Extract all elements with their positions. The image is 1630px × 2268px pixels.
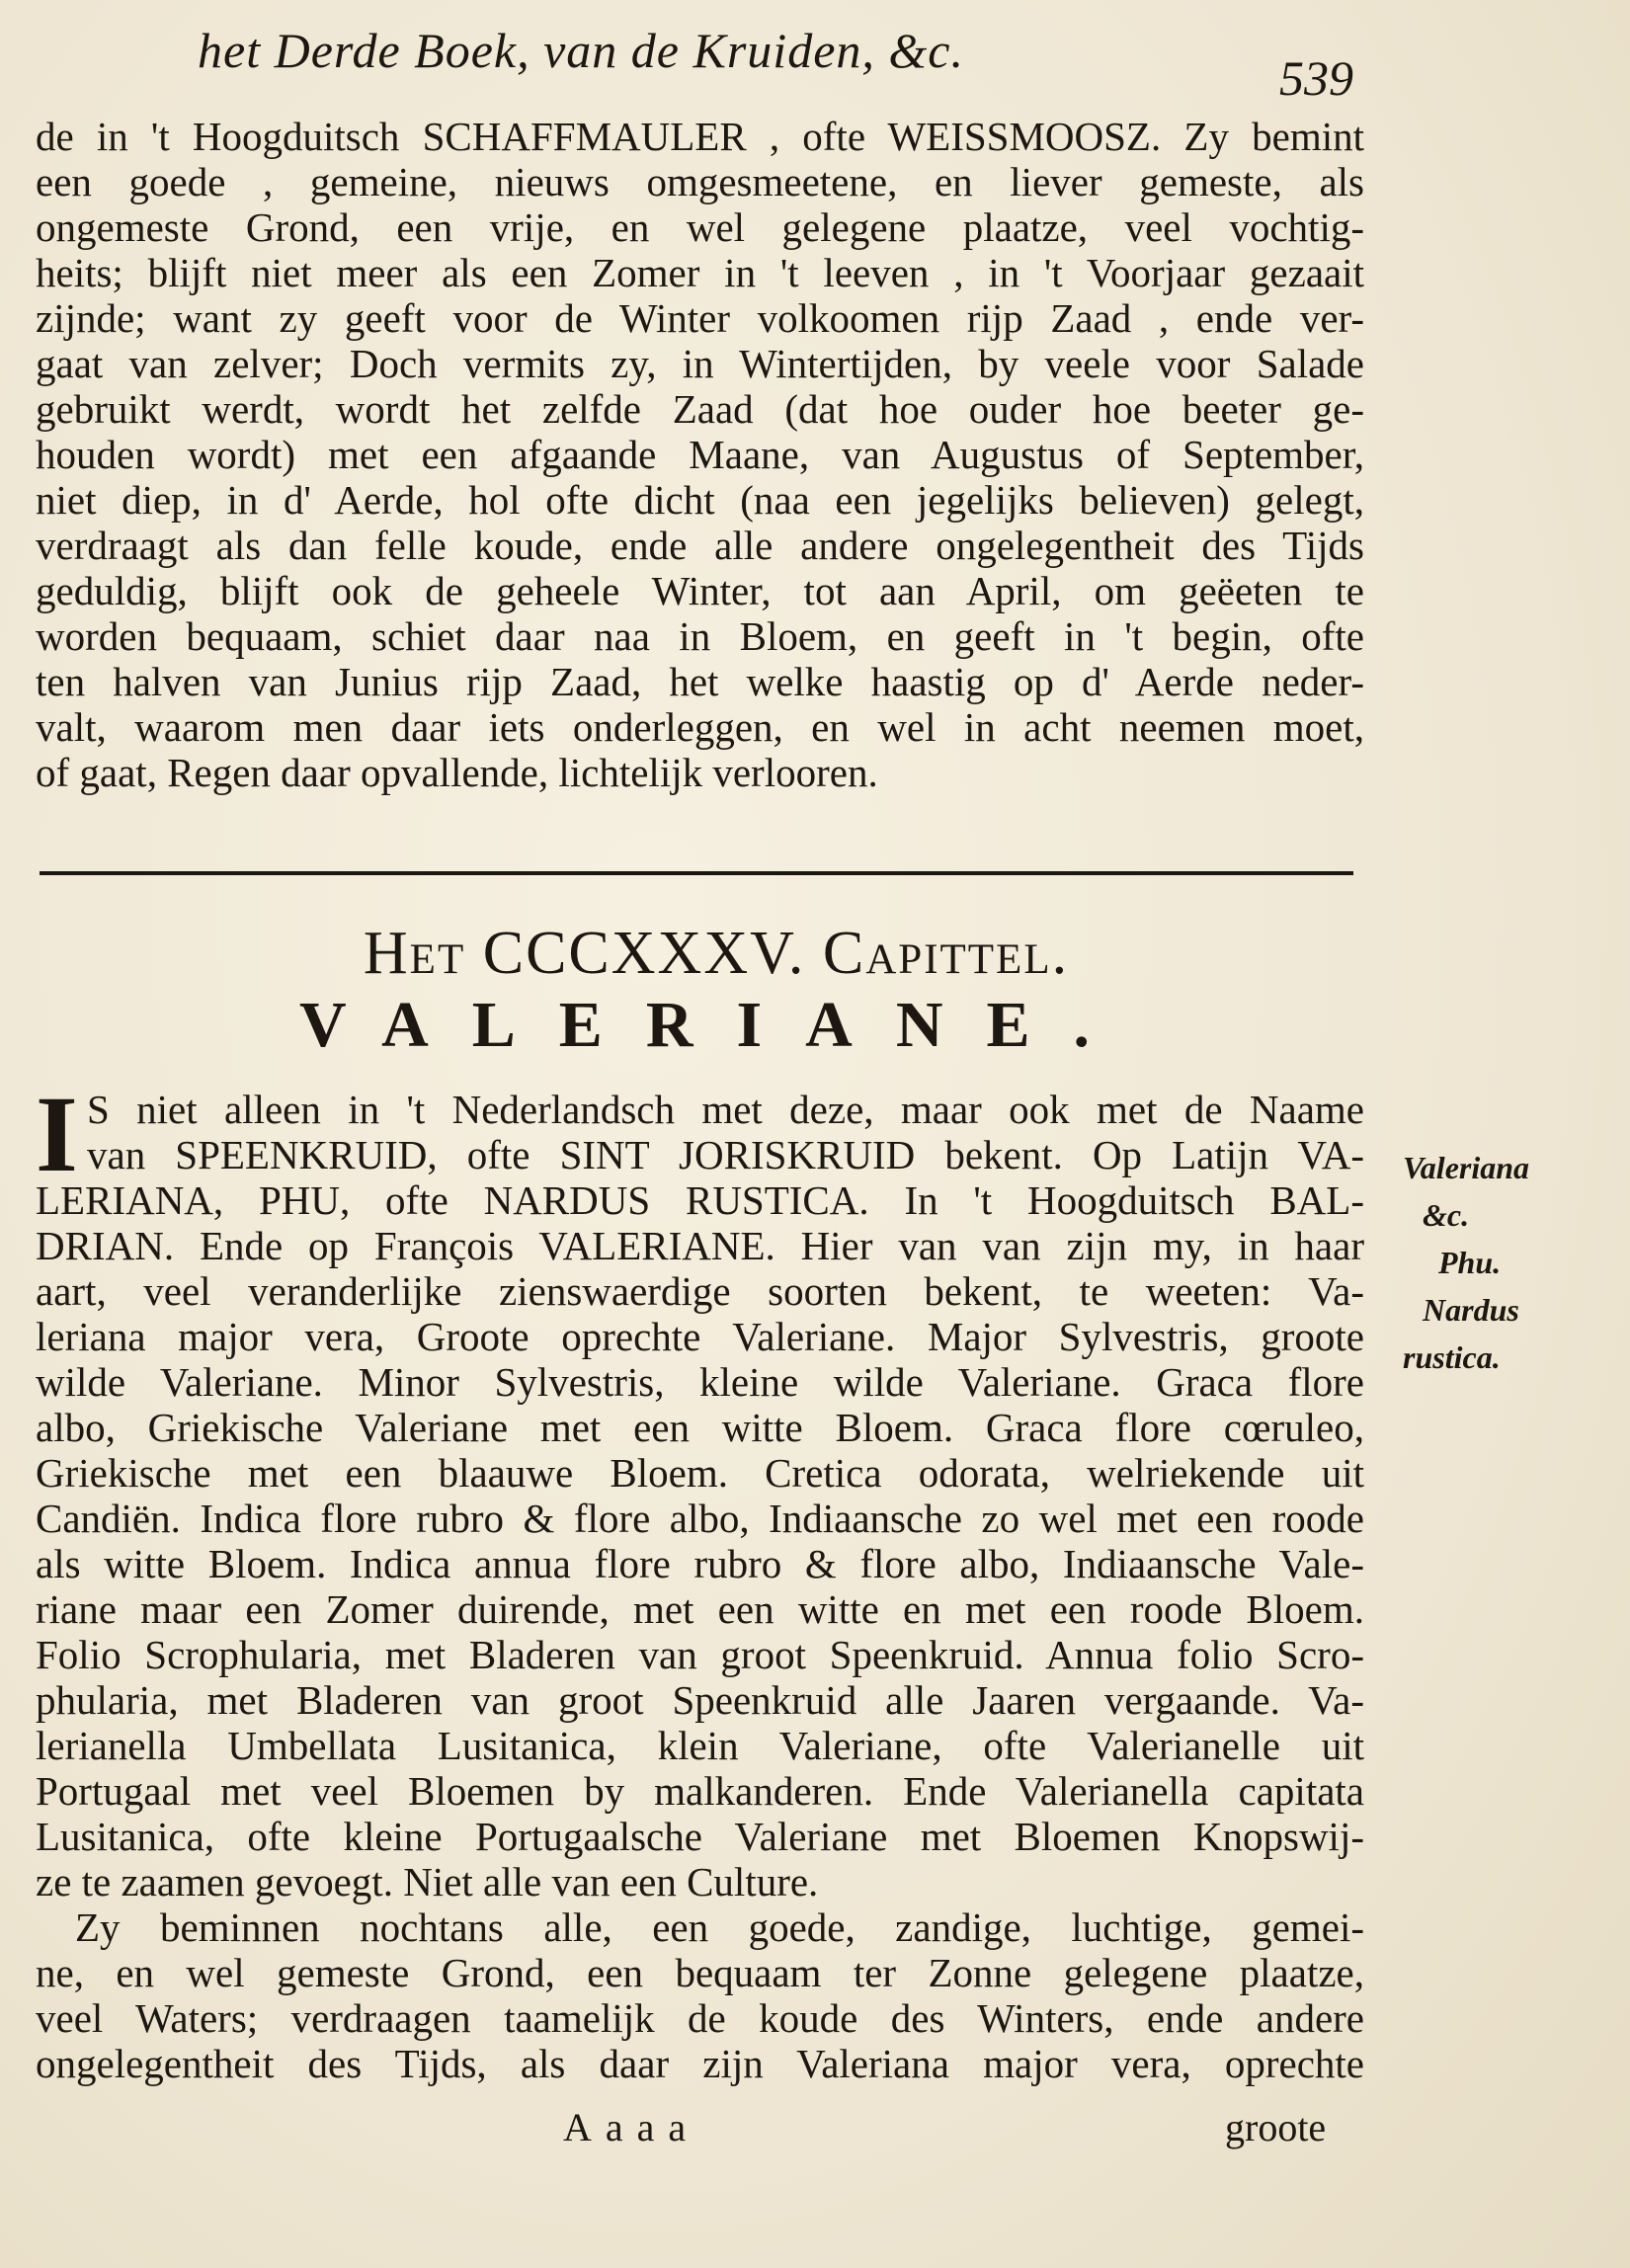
text-line: Candiën. Indica flore rubro & flore albo, Indiaansche zo wel met een roode: [36, 1496, 1364, 1541]
paragraph-valeriane: [36, 1074, 1364, 2086]
text-line: albo, Griekische Valeriane met een witte Bloem. Graca flore cœruleo,: [36, 1405, 1364, 1450]
text-line: niet diep, in d' Aerde, hol ofte dicht (naa een jegelijks believen) gelegt,: [36, 477, 1364, 523]
text-line: valt, waarom men daar iets onderleggen, en wel in acht neemen moet,: [36, 704, 1364, 750]
text-line: verdraagt als dan felle koude, ende alle andere ongelegentheit des Tijds: [36, 523, 1364, 568]
text-line: Lusitanica, ofte kleine Portugaalsche Valeriane met Bloemen Knopswij-: [36, 1814, 1364, 1859]
page-number: 539: [1279, 50, 1353, 106]
section-divider: [40, 871, 1353, 875]
text-line: als witte Bloem. Indica annua flore rubro & flore albo, Indiaansche Vale-: [36, 1541, 1364, 1586]
text-line: gaat van zelver; Doch vermits zy, in Wintertijden, by veele voor Salade: [36, 341, 1364, 386]
text-line: zijnde; want zy geeft voor de Winter volkoomen rijp Zaad , ende ver-: [36, 295, 1364, 341]
text-line: veel Waters; verdraagen taamelijk de koude des Winters, ende andere: [36, 1995, 1364, 2041]
margin-notes: [1403, 1144, 1620, 1381]
margin-note: &c.: [1423, 1197, 1470, 1233]
margin-note: rustica.: [1403, 1339, 1501, 1375]
text-line: houden wordt) met een afgaande Maane, van Augustus of September,: [36, 432, 1364, 477]
text-line: DRIAN. Ende op François VALERIANE. Hier van van zijn my, in haar: [36, 1223, 1364, 1268]
margin-note: Phu.: [1438, 1245, 1502, 1280]
text-line: ze te zaamen gevoegt. Niet alle van een Culture.: [36, 1859, 819, 1904]
text-line: een goede , gemeine, nieuws omgesmeetene, en liever gemeste, als: [36, 159, 1364, 204]
text-line: phularia, met Bladeren van groot Speenkruid alle Jaaren vergaande. Va-: [36, 1677, 1364, 1723]
drop-cap: I: [36, 1074, 78, 1194]
catchword: groote: [1225, 2105, 1327, 2149]
text-line: gebruikt werdt, wordt het zelfde Zaad (dat hoe ouder hoe beeter ge-: [36, 386, 1364, 432]
text-line: wilde Valeriane. Minor Sylvestris, kleine wilde Valeriane. Graca flore: [36, 1359, 1364, 1405]
chapter-name: VALERIANE.: [298, 989, 1134, 1061]
text-line: aart, veel veranderlijke zienswaerdige soorten bekent, te weeten: Va-: [36, 1268, 1364, 1314]
text-line: of gaat, Regen daar opvallende, lichtelijk verlooren.: [36, 750, 878, 795]
text-line: de in 't Hoogduitsch SCHAFFMAULER , ofte WEISSMOOSZ. Zy bemint: [36, 114, 1364, 159]
text-line: riane maar een Zomer duirende, met een witte en met een roode Bloem.: [36, 1586, 1364, 1632]
signature-mark: Aaaa: [563, 2105, 700, 2149]
margin-note: Nardus: [1423, 1292, 1519, 1328]
text-line: Griekische met een blaauwe Bloem. Cretica odorata, welriekende uit: [36, 1450, 1364, 1496]
text-line: worden bequaam, schiet daar naa in Bloem, en geeft in 't begin, ofte: [36, 613, 1364, 659]
text-line: S niet alleen in 't Nederlandsch met deze, maar ook met de Naame: [87, 1087, 1364, 1132]
text-line: ongelegentheit des Tijds, als daar zijn Valeriana major vera, oprechte: [36, 2041, 1364, 2086]
text-line: heits; blijft niet meer als een Zomer in 't leeven , in 't Voorjaar gezaait: [36, 250, 1364, 295]
text-line: geduldig, blijft ook de geheele Winter, tot aan April, om geëeten te: [36, 568, 1364, 613]
text-line: ongemeste Grond, een vrije, en wel gelegene plaatze, veel vochtig-: [36, 204, 1364, 250]
text-line: Zy beminnen nochtans alle, een goede, zandige, luchtige, gemei-: [75, 1904, 1364, 1950]
text-line: ten halven van Junius rijp Zaad, het welke haastig op d' Aerde neder-: [36, 659, 1364, 704]
running-head: het Derde Boek, van de Kruiden, &c.: [198, 23, 964, 78]
text-line: van SPEENKRUID, ofte SINT JORISKRUID bekent. Op Latijn VA-: [87, 1132, 1364, 1177]
text-line: Folio Scrophularia, met Bladeren van groot Speenkruid. Annua folio Scro-: [36, 1632, 1364, 1677]
chapter-heading: Het CCCXXXV. Capittel.: [363, 920, 1070, 987]
text-line: ne, en wel gemeste Grond, een bequaam ter Zonne gelegene plaatze,: [36, 1950, 1364, 1995]
text-line: LERIANA, PHU, ofte NARDUS RUSTICA. In 't Hoogduitsch BAL-: [36, 1177, 1364, 1223]
margin-note: Valeriana: [1403, 1150, 1530, 1185]
text-line: lerianella Umbellata Lusitanica, klein Valeriane, ofte Valerianelle uit: [36, 1723, 1364, 1768]
paragraph-continuation: [36, 114, 1364, 795]
text-line: Portugaal met veel Bloemen by malkanderen. Ende Valerianella capitata: [36, 1768, 1364, 1814]
text-line: leriana major vera, Groote oprechte Valeriane. Major Sylvestris, groote: [36, 1314, 1364, 1359]
